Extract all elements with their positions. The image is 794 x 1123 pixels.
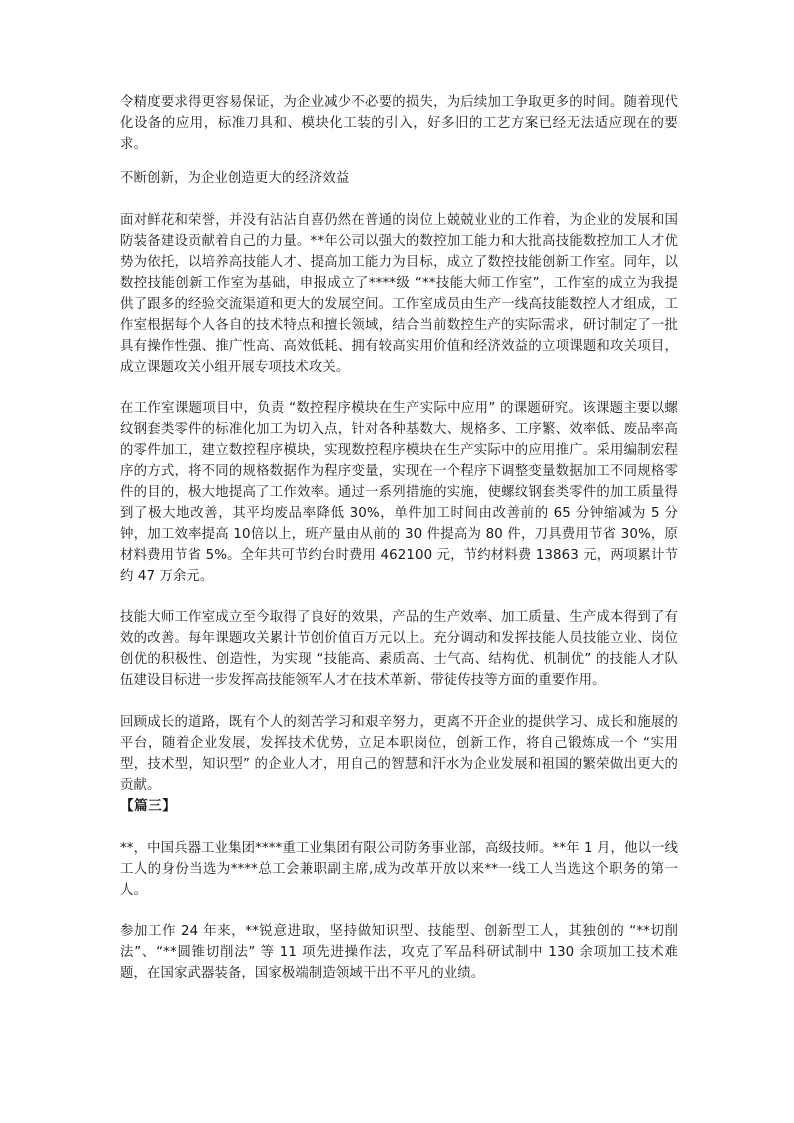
paragraph-research-project: 在工作室课题项目中，负责 “数控程序模块在生产实际中应用” 的课题研究。该课题主要以螺纹钢套类零件的标准化加工为切入点，针对各种基数大、规格多、工序繁、效率低、废品率高的零件加工，建立数控程序模块，实现数控程序模块在生产实际中的应用推广。采用编制宏程序的方式，将不同的规格数据作为程序变量，实现在一个程序下调整变量数据加工不同规格零件的目的，极大地提高了工作效率。通过一系列措施的实施，使螺纹钢套类零件的加工质量得到了极大地改善，其平均废品率降低 30%，单件加工时间由改善前的 65 分钟缩减为 5 分钟，加工效率提高 10倍以上，班产量由从前的 30 件提高为 80 件，刀具费用节省 30%，原材料费用节省 5%。全年共可节约台时费用 462100 元，节约材料费 13863 元，两项累计节约 47 万余元。	[120, 401, 678, 584]
paragraph-profile-intro: **，中国兵器工业集团****重工业集团有限公司防务事业部，高级技师。**年 1 月，他以一线工人的身份当选为****总工会兼职副主席,成为改革开放以来**一线工人当选这个职务的第一人。	[120, 841, 678, 898]
section-label-part-three: 【篇三】	[120, 798, 177, 814]
paragraph-intro-continuation: 令精度要求得更容易保证，为企业减少不必要的损失，为后续加工争取更多的时间。随着现代化设备的应用，标准刀具和、模块化工装的引入，好多旧的工艺方案已经无法适应现在的要求。	[120, 95, 678, 152]
section-heading-innovation: 不断创新，为企业创造更大的经济效益	[120, 171, 350, 186]
paragraph-career-achievements: 参加工作 24 年来，**锐意进取，坚持做知识型、技能型、创新型工人，其独创的 “**切削法”、“**圆锥切削法” 等 11 项先进操作法，攻克了军品科研试制中 130 余项加工技术难题，在国家武器装备，国家极端制造领域干出不平凡的业绩。	[120, 924, 678, 981]
paragraph-studio-results: 技能大师工作室成立至今取得了良好的效果，产品的生产效率、加工质量、生产成本得到了有效的改善。每年课题攻关累计节创价值百万元以上。充分调动和发挥技能人员技能立业、岗位创优的积极性、创造性，为实现 “技能高、素质高、士气高、结构优、机制优” 的技能人才队伍建设目标进一步发挥高技能领军人才在技术革新、带徒传技等方面的重要作用。	[120, 610, 678, 688]
paragraph-reflection: 回顾成长的道路，既有个人的刻苦学习和艰辛努力，更离不开企业的提供学习、成长和施展的平台，随着企业发展，发挥技术优势，立足本职岗位，创新工作，将自己锻炼成一个 “实用型，技术型，知识型” 的企业人才，用自己的智慧和汗水为企业发展和祖国的繁荣做出更大的贡献。	[120, 715, 678, 793]
paragraph-studio-founding: 面对鲜花和荣誉，并没有沾沾自喜仍然在普通的岗位上兢兢业业的工作着，为企业的发展和国防装备建设贡献着自己的力量。**年公司以强大的数控加工能力和大批高技能数控加工人才优势为依托，以培养高技能人才、提高加工能力为目标，成立了数控技能创新工作室。同年，以数控技能创新工作室为基础，申报成立了****级 “**技能大师工作室”，工作室的成立为我提供了跟多的经验交流渠道和更大的发展空间。工作室成员由生产一线高技能数控人才组成，工作室根据每个人各自的技术特点和擅长领域，结合当前数控生产的实际需求，研讨制定了一批具有操作性强、推广性高、高效低耗、拥有较高实用价值和经济效益的立项课题和攻关项目，成立课题攻关小组开展专项技术攻关。	[120, 213, 678, 375]
document-page	[120, 92, 678, 984]
